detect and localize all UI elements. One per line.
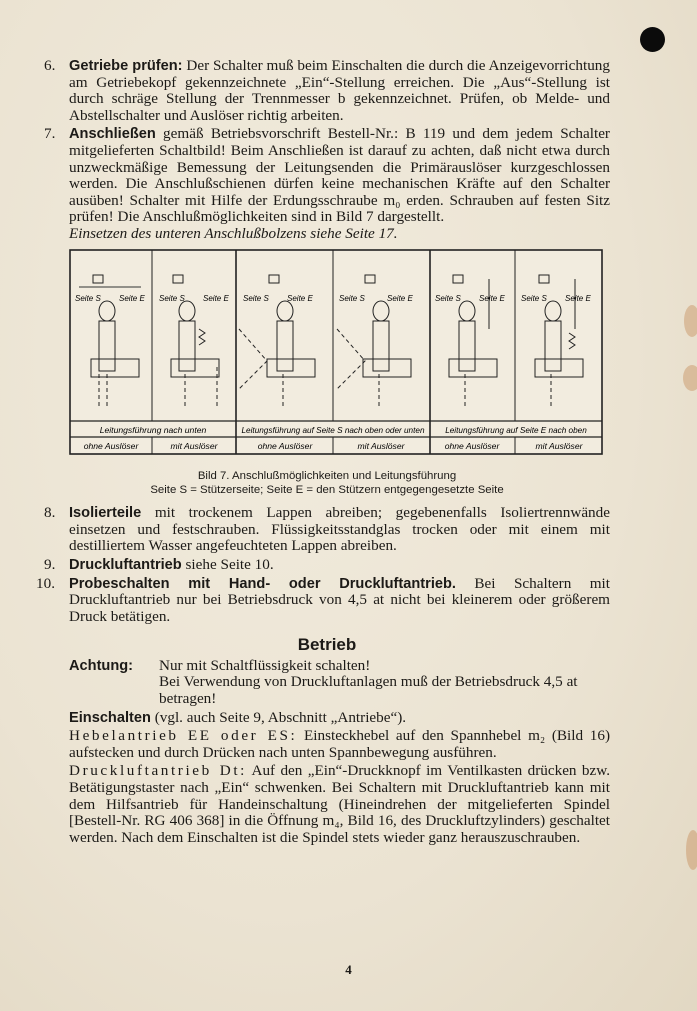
page-content <box>36 57 611 848</box>
svg-text:Seite E: Seite E <box>479 293 505 303</box>
item-number: 9. <box>44 555 56 573</box>
mit-label: mit Auslöser <box>535 440 583 451</box>
hebel-text: Einsteckhebel auf den Spannhebel m₂ (Bild 16) aufstecken und durch Drücken nach unten Spannbewegung ausführen. <box>69 727 611 761</box>
svg-text:Seite E: Seite E <box>387 293 413 303</box>
item-text: gemäß Betriebsvorschrift Bestell-Nr.: B 119 und dem jedem Schalter mitgelieferten Schaltbild! Beim Anschließen ist darauf zu achten, daß nicht etwa durch unzweckmäßige Bemessung der Leitungsenden die Primärauslöser kurzgeschlossen werden. Die Anschlußschienen dürfen keine mechanischen Kräfte auf den Schalter ausüben! Schalter mit Hilfe der Erdungsschraube m₀ erden. Schrauben auf festen Sitz prüfen! Die Anschlußmöglichkeiten sind in Bild 7 dargestellt. <box>69 125 610 226</box>
achtung-label: Achtung: <box>69 657 134 674</box>
item-text: siehe Seite 10. <box>181 555 274 573</box>
item-text: mit trockenem Lappen abreiben; gegebenenfalls Isoliertrennwände einsetzen und festschrauben. Flüssigkeitsstandglas trocken oder mit einem mit destilliertem Wasser angefeuchteten Lappen abreiben. <box>69 504 610 555</box>
druck-paragraph <box>44 763 610 846</box>
svg-text:Seite S: Seite S <box>339 293 365 303</box>
druck-title: Druckluftantrieb Dt: <box>69 762 247 780</box>
page-number: 4 <box>345 962 352 977</box>
caption-line-1: Bild 7. Anschlußmöglichkeiten und Leitungsführung <box>197 470 457 483</box>
svg-text:Seite E: Seite E <box>203 293 229 303</box>
item-title: Probeschalten mit Hand- oder Druckluftantrieb. <box>69 575 456 592</box>
item-title: Getriebe prüfen: <box>69 58 183 74</box>
einschalten-paragraph <box>44 710 610 727</box>
item-note: Einsetzen des unteren Anschlußbolzens siehe Seite 17. <box>69 224 398 242</box>
label-seite-e: Seite E <box>119 293 145 303</box>
svg-text:Seite S: Seite S <box>435 293 461 303</box>
item-number: 7. <box>44 125 56 143</box>
item-number: 10. <box>36 574 55 592</box>
ohne-label: ohne Auslöser <box>257 440 313 451</box>
list-item-8 <box>44 505 610 555</box>
hebel-title: Hebelantrieb EE oder ES: <box>69 727 298 745</box>
item-text: Bei Schaltern mit Druckluftantrieb nur bei Betriebsdruck von 4,5 at nicht bei kleinerem oder größerem Druck betätigen. <box>69 574 610 625</box>
section-heading: Betrieb <box>297 635 357 655</box>
mit-label: mit Auslöser <box>170 440 218 451</box>
ohne-label: ohne Auslöser <box>444 440 500 451</box>
einschalten-title: Einschalten <box>69 709 151 726</box>
svg-text:Seite S: Seite S <box>243 293 269 303</box>
svg-text:Seite E: Seite E <box>287 293 313 303</box>
item-title: Isolierteile <box>69 505 142 522</box>
punch-hole <box>640 27 665 52</box>
ohne-label: ohne Auslöser <box>83 440 139 451</box>
caption-line-2: Seite S = Stützerseite; Seite E = den Stützern entgegengesetzte Seite <box>150 484 504 497</box>
list-item-9 <box>44 557 610 574</box>
rust-stain <box>684 305 697 337</box>
item-title: Druckluftantrieb <box>69 556 182 573</box>
item-title: Anschließen <box>69 126 156 143</box>
list-item-7 <box>44 126 610 242</box>
group-label-2: Leitungsführung auf Seite S nach oben oder unten <box>241 425 425 435</box>
group-label-3: Leitungsführung auf Seite E nach oben <box>445 425 587 435</box>
item-text: Der Schalter muß beim Einschalten die durch die Anzeigevorrichtung am Getriebekopf gekennzeichnete „Ein“-Stellung erreichen. Die „Aus“-Stellung ist durch schräge Stellung der Trennmesser b gekennzeichnet. Prüfen, ob Melde- und Abstellschalter und Auslöser richtig arbeiten. <box>69 57 610 124</box>
list-item-10 <box>36 574 610 626</box>
rust-stain <box>686 830 697 870</box>
achtung-line-2: Bei Verwendung von Druckluftanlagen muß der Betriebsdruck 4,5 at betragen! <box>159 673 578 708</box>
svg-text:Seite S: Seite S <box>159 293 185 303</box>
svg-text:Seite E: Seite E <box>565 293 591 303</box>
achtung-block <box>44 658 610 708</box>
svg-text:Seite S: Seite S <box>521 293 547 303</box>
hebel-paragraph <box>44 728 610 761</box>
figure-caption <box>44 469 610 497</box>
list-item-6 <box>44 58 610 124</box>
group-label-1: Leitungsführung nach unten <box>99 424 207 435</box>
item-number: 8. <box>44 504 56 522</box>
einschalten-text: (vgl. auch Seite 9, Abschnitt „Antriebe“). <box>150 708 407 726</box>
druck-text: Auf den „Ein“-Druckknopf im Ventilkasten drücken bzw. Betätigungstaster nach „Ein“ schwenken. Bei Schaltern mit Druckluftantrieb kann mit dem Hilfsantrieb für Handeinschaltung (Hineindrehen der mitgelieferten Spindel [Bestell-Nr. RG 406 368] in die Öffnung m₄, Bild 16, des Druckluftzylinders) geschaltet werden. Nach dem Einschalten ist die Spindel stets wieder ganz herauszuschrauben. <box>69 762 610 846</box>
achtung-line-1: Nur mit Schaltflüssigkeit schalten! <box>159 656 371 674</box>
label-seite-s: Seite S <box>75 293 101 303</box>
connection-diagram <box>69 249 603 455</box>
mit-label: mit Auslöser <box>357 440 405 451</box>
rust-stain <box>683 365 697 391</box>
item-number: 6. <box>44 57 56 74</box>
